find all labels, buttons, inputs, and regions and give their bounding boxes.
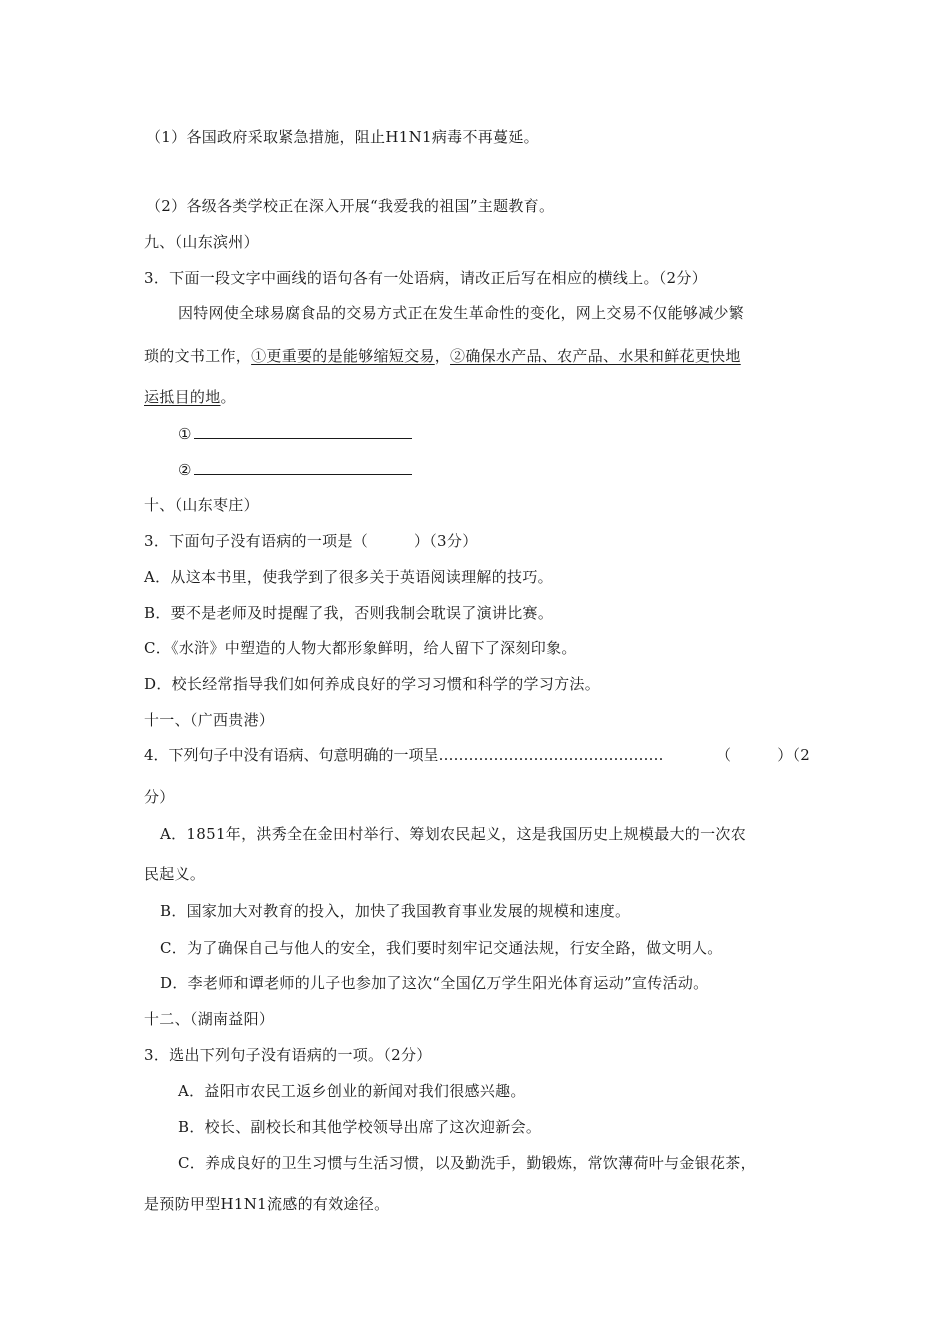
period: 。 — [220, 388, 236, 406]
question-3-binzhou: 3．下面一段文字中画线的语句各有一处语病，请改正后写在相应的横线上。（2分） — [144, 269, 707, 287]
answer-label-2: ② — [178, 461, 192, 479]
sentence-1: （1）各国政府采取紧急措施，阻止H1N1病毒不再蔓延。 — [146, 128, 539, 146]
option-a: A．益阳市农民工返乡创业的新闻对我们很感兴趣。 — [178, 1082, 526, 1100]
answer-label-1: ① — [178, 425, 192, 443]
option-a-cont: 民起义。 — [144, 865, 206, 883]
option-a: A．从这本书里，使我学到了很多关于英语阅读理解的技巧。 — [144, 568, 553, 586]
option-a: A．1851年，洪秀全在金田村举行、筹划农民起义，这是我国历史上规模最大的一次农 — [160, 825, 747, 843]
underlined-sentence-2: ②确保水产品、农产品、水果和鲜花更快地 — [450, 347, 741, 365]
question-4-score: （ ）（2 — [716, 746, 811, 764]
question-4-guigang: 4．下列句子中没有语病、句意明确的一项呈……………………………………… — [144, 746, 664, 764]
question-3-zaozhuang: 3．下面句子没有语病的一项是（ ）（3分） — [144, 532, 478, 550]
passage-line-2 — [144, 346, 741, 366]
option-b: B．校长、副校长和其他学校领导出席了这次迎新会。 — [178, 1118, 542, 1136]
section-heading-12: 十二、（湖南益阳） — [144, 1010, 275, 1028]
answer-blank-1[interactable] — [194, 438, 412, 439]
comma: ， — [434, 347, 451, 365]
option-d: D．校长经常指导我们如何养成良好的学习习惯和科学的学习方法。 — [144, 675, 601, 693]
option-c: C．《水浒》中塑造的人物大都形象鲜明，给人留下了深刻印象。 — [144, 639, 577, 657]
passage-line-1: 因特网使全球易腐食品的交易方式正在发生革命性的变化，网上交易不仅能够减少繁 — [178, 304, 745, 322]
option-b: B．国家加大对教育的投入，加快了我国教育事业发展的规模和速度。 — [160, 902, 631, 920]
sentence-2: （2）各级各类学校正在深入开展“我爱我的祖国”主题教育。 — [146, 197, 555, 215]
section-heading-11: 十一、（广西贵港） — [144, 711, 275, 729]
answer-blank-2[interactable] — [194, 474, 412, 475]
option-b: B．要不是老师及时提醒了我，否则我制会耽误了演讲比赛。 — [144, 604, 554, 622]
passage-text: 琐的文书工作， — [144, 347, 252, 365]
option-c-cont: 是预防甲型H1N1流感的有效途径。 — [144, 1195, 390, 1213]
question-3-yiyang: 3．选出下列句子没有语病的一项。（2分） — [144, 1046, 432, 1064]
passage-line-3 — [144, 387, 236, 407]
option-c: C．为了确保自己与他人的安全，我们要时刻牢记交通法规，行安全路，做文明人。 — [160, 939, 723, 957]
option-d: D．李老师和谭老师的儿子也参加了这次“全国亿万学生阳光体育运动”宣传活动。 — [160, 974, 709, 992]
underlined-sentence-2-cont: 运抵目的地 — [144, 388, 221, 406]
section-heading-9: 九、（山东滨州） — [144, 233, 259, 251]
underlined-sentence-1: ①更重要的是能够缩短交易 — [251, 347, 435, 365]
option-c: C．养成良好的卫生习惯与生活习惯，以及勤洗手，勤锻炼，常饮薄荷叶与金银花茶， — [178, 1154, 756, 1172]
question-4-score-cont: 分） — [144, 788, 175, 806]
section-heading-10: 十、（山东枣庄） — [144, 496, 259, 514]
